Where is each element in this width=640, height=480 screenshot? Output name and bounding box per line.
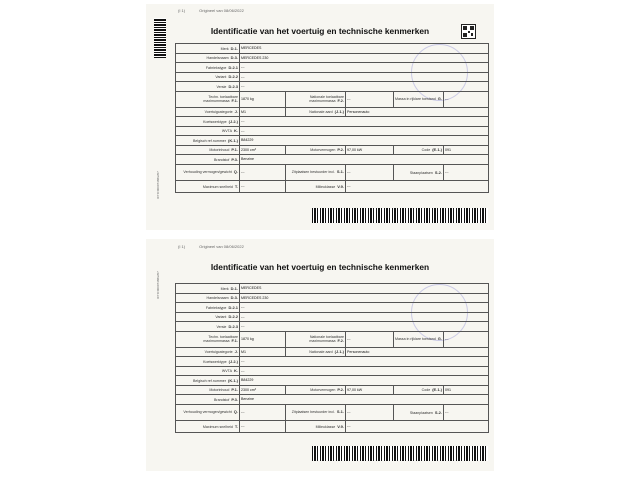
stand-value: --- bbox=[444, 404, 489, 420]
sheet-title: Identificatie van het voertuig en technische kenmerken bbox=[210, 262, 430, 272]
version-label: Versie D.2.3 bbox=[176, 322, 240, 332]
side-barcode bbox=[154, 18, 166, 58]
ratio-label: Verhouding vermogen/gewicht Q. bbox=[176, 164, 240, 180]
power-value: 97,00 kW bbox=[346, 145, 394, 155]
seats-label: Zitplaatsen bestuurder incl. S.1. bbox=[286, 404, 346, 420]
body-label: Koetswerktype (J.2.) bbox=[176, 117, 240, 127]
cc-value: 2300 cm³ bbox=[240, 385, 286, 395]
wvta-value: --- bbox=[240, 126, 489, 136]
wvta-label: WVTA K. bbox=[176, 366, 240, 376]
body-value: --- bbox=[240, 117, 489, 127]
power-label: Motorvermogen P.2. bbox=[286, 385, 346, 395]
mass-value: 1870 kg bbox=[240, 331, 286, 347]
version-value: --- bbox=[240, 322, 489, 332]
seats-label: Zitplaatsen bestuurder incl. S.1. bbox=[286, 164, 346, 180]
trade-value: MERCEDES 230 bbox=[240, 293, 489, 303]
ratio-value: --- bbox=[240, 164, 286, 180]
natkind-value: Personenauto bbox=[346, 107, 489, 117]
make-value: MERCEDES bbox=[240, 284, 489, 294]
code-value: 091 bbox=[444, 385, 489, 395]
body-label: Koetswerktype (J.2.) bbox=[176, 357, 240, 367]
speed-label: Maximum snelheid T. bbox=[176, 420, 240, 432]
factory-label: Fabriekstype D.2.1 bbox=[176, 303, 240, 313]
seats-value: --- bbox=[346, 164, 394, 180]
env-value: --- bbox=[346, 180, 489, 192]
natkind-label: Nationale aard (J.1.) bbox=[286, 107, 346, 117]
mass-value: 1870 kg bbox=[240, 91, 286, 107]
massrun-value: --- bbox=[444, 331, 489, 347]
sheet-title: Identificatie van het voertuig en technische kenmerken bbox=[210, 26, 430, 36]
mass-label: Techn. toelaatbare maximummassa F.1. bbox=[176, 91, 240, 107]
ref-label: Belgisch ref.nummer (K.1.) bbox=[176, 376, 240, 386]
power-value: 97,00 kW bbox=[346, 385, 394, 395]
make-value: MERCEDES bbox=[240, 44, 489, 54]
wvta-label: WVTA K. bbox=[176, 126, 240, 136]
registration-sheet-2 bbox=[146, 239, 494, 471]
variant-value: --- bbox=[240, 312, 489, 322]
category-label: Voertuigcategorie J. bbox=[176, 347, 240, 357]
power-label: Motorvermogen P.2. bbox=[286, 145, 346, 155]
variant-label: Variant D.2.2 bbox=[176, 72, 240, 82]
make-label: Merk D.1. bbox=[176, 44, 240, 54]
massrun-label: Massa in rijklare toestand G. bbox=[394, 91, 444, 107]
version-value: --- bbox=[240, 82, 489, 92]
mass-label: Techn. toelaatbare maximummassa F.1. bbox=[176, 331, 240, 347]
stand-label: Staanplaatsen S.2. bbox=[394, 164, 444, 180]
env-value: --- bbox=[346, 420, 489, 432]
vehicle-table bbox=[175, 43, 489, 193]
ref-value: B84229 bbox=[240, 136, 489, 146]
code-value: 091 bbox=[444, 145, 489, 155]
massrun-value: --- bbox=[444, 91, 489, 107]
sheet-header bbox=[178, 8, 244, 13]
fuel-label: Brandstof P.3. bbox=[176, 395, 240, 405]
natmass-label: Nationale toelaatbare maximummassa F.2. bbox=[286, 331, 346, 347]
natmass-value: --- bbox=[346, 91, 394, 107]
header-code: (I 1) bbox=[178, 8, 186, 13]
cc-label: Motorinhoud P.1. bbox=[176, 385, 240, 395]
natkind-value: Personenauto bbox=[346, 347, 489, 357]
body-value: --- bbox=[240, 357, 489, 367]
variant-label: Variant D.2.2 bbox=[176, 312, 240, 322]
bottom-barcode bbox=[312, 446, 488, 461]
edge-code: ICT/C00007488/2/07 bbox=[156, 171, 160, 199]
trade-label: Handelsnaam D.3. bbox=[176, 53, 240, 63]
natkind-label: Nationale aard (J.1.) bbox=[286, 347, 346, 357]
category-value: M1 bbox=[240, 347, 286, 357]
vehicle-table bbox=[175, 283, 489, 433]
header-date: Origineel van 08/06/2022 bbox=[199, 8, 244, 13]
header-code: (I 1) bbox=[178, 244, 186, 249]
stand-label: Staanplaatsen S.2. bbox=[394, 404, 444, 420]
edge-code: ICT/C00007488/2/07 bbox=[156, 271, 160, 299]
ratio-label: Verhouding vermogen/gewicht Q. bbox=[176, 404, 240, 420]
speed-label: Maximum snelheid T. bbox=[176, 180, 240, 192]
massrun-label: Massa in rijklare toestand G. bbox=[394, 331, 444, 347]
cc-value: 2300 cm³ bbox=[240, 145, 286, 155]
sheet-header bbox=[178, 244, 244, 249]
cc-label: Motorinhoud P.1. bbox=[176, 145, 240, 155]
factory-label: Fabriekstype D.2.1 bbox=[176, 63, 240, 73]
category-value: M1 bbox=[240, 107, 286, 117]
trade-value: MERCEDES 230 bbox=[240, 53, 489, 63]
speed-value: --- bbox=[240, 180, 286, 192]
header-date: Origineel van 08/06/2022 bbox=[199, 244, 244, 249]
ref-value: B84229 bbox=[240, 376, 489, 386]
code-label: Code (E.1.) bbox=[394, 145, 444, 155]
fuel-label: Brandstof P.3. bbox=[176, 155, 240, 165]
factory-value: --- bbox=[240, 303, 489, 313]
bottom-barcode bbox=[312, 208, 488, 223]
env-label: Milieuklasse V.9. bbox=[286, 180, 346, 192]
wvta-value: --- bbox=[240, 366, 489, 376]
seats-value: --- bbox=[346, 404, 394, 420]
env-label: Milieuklasse V.9. bbox=[286, 420, 346, 432]
fuel-value: Benzine bbox=[240, 395, 489, 405]
ratio-value: --- bbox=[240, 404, 286, 420]
version-label: Versie D.2.3 bbox=[176, 82, 240, 92]
make-label: Merk D.1. bbox=[176, 284, 240, 294]
stand-value: --- bbox=[444, 164, 489, 180]
fuel-value: Benzine bbox=[240, 155, 489, 165]
speed-value: --- bbox=[240, 420, 286, 432]
code-label: Code (E.1.) bbox=[394, 385, 444, 395]
factory-value: --- bbox=[240, 63, 489, 73]
variant-value: --- bbox=[240, 72, 489, 82]
trade-label: Handelsnaam D.3. bbox=[176, 293, 240, 303]
natmass-label: Nationale toelaatbare maximummassa F.2. bbox=[286, 91, 346, 107]
ref-label: Belgisch ref.nummer (K.1.) bbox=[176, 136, 240, 146]
qr-code bbox=[461, 24, 476, 39]
registration-sheet-1 bbox=[146, 4, 494, 230]
category-label: Voertuigcategorie J. bbox=[176, 107, 240, 117]
natmass-value: --- bbox=[346, 331, 394, 347]
